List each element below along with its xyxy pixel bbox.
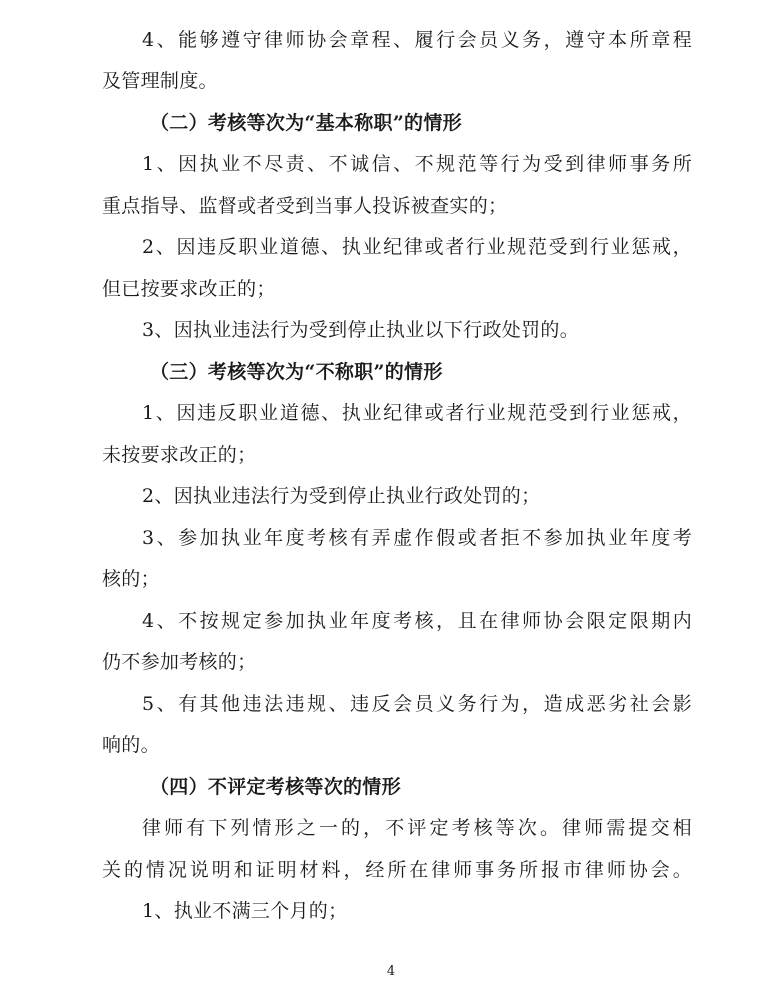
paragraph-line: 2、因违反职业道德、执业纪律或者行业规范受到行业惩戒， bbox=[142, 236, 692, 258]
paragraph-line: 重点指导、监督或者受到当事人投诉被查实的； bbox=[102, 195, 508, 217]
paragraph-line: 2、因执业违法行为受到停止执业行政处罚的； bbox=[142, 485, 541, 507]
page-number: 4 bbox=[386, 964, 396, 979]
paragraph-line: 3、参加执业年度考核有弄虚作假或者拒不参加执业年度考 bbox=[142, 527, 692, 549]
paragraph-line: 4、不按规定参加执业年度考核，且在律师协会限定限期内 bbox=[142, 610, 692, 632]
paragraph-line: 仍不参加考核的； bbox=[102, 651, 257, 673]
paragraph-line: 关的情况说明和证明材料，经所在律师事务所报市律师协会。 bbox=[102, 859, 692, 881]
section-heading: （四）不评定考核等次的情形 bbox=[150, 776, 401, 798]
paragraph-line: 1、因执业不尽责、不诚信、不规范等行为受到律师事务所 bbox=[142, 153, 692, 175]
section-heading: （二）考核等次为“基本称职”的情形 bbox=[150, 112, 462, 134]
paragraph-line: 但已按要求改正的； bbox=[102, 278, 276, 300]
paragraph-line: 未按要求改正的； bbox=[102, 444, 257, 466]
paragraph-line: 1、执业不满三个月的； bbox=[142, 900, 348, 922]
paragraph-line: 核的； bbox=[102, 568, 160, 590]
section-heading: （三）考核等次为“不称职”的情形 bbox=[150, 361, 443, 383]
paragraph-line: 及管理制度。 bbox=[102, 70, 218, 92]
paragraph-line: 3、因执业违法行为受到停止执业以下行政处罚的。 bbox=[142, 319, 579, 341]
paragraph-line: 响的。 bbox=[102, 734, 160, 756]
paragraph-line: 4、能够遵守律师协会章程、履行会员义务，遵守本所章程 bbox=[142, 29, 692, 51]
paragraph-line: 律师有下列情形之一的，不评定考核等次。律师需提交相 bbox=[142, 817, 692, 839]
paragraph-line: 5、有其他违法违规、违反会员义务行为，造成恶劣社会影 bbox=[142, 693, 692, 715]
paragraph-line: 1、因违反职业道德、执业纪律或者行业规范受到行业惩戒， bbox=[142, 402, 692, 424]
